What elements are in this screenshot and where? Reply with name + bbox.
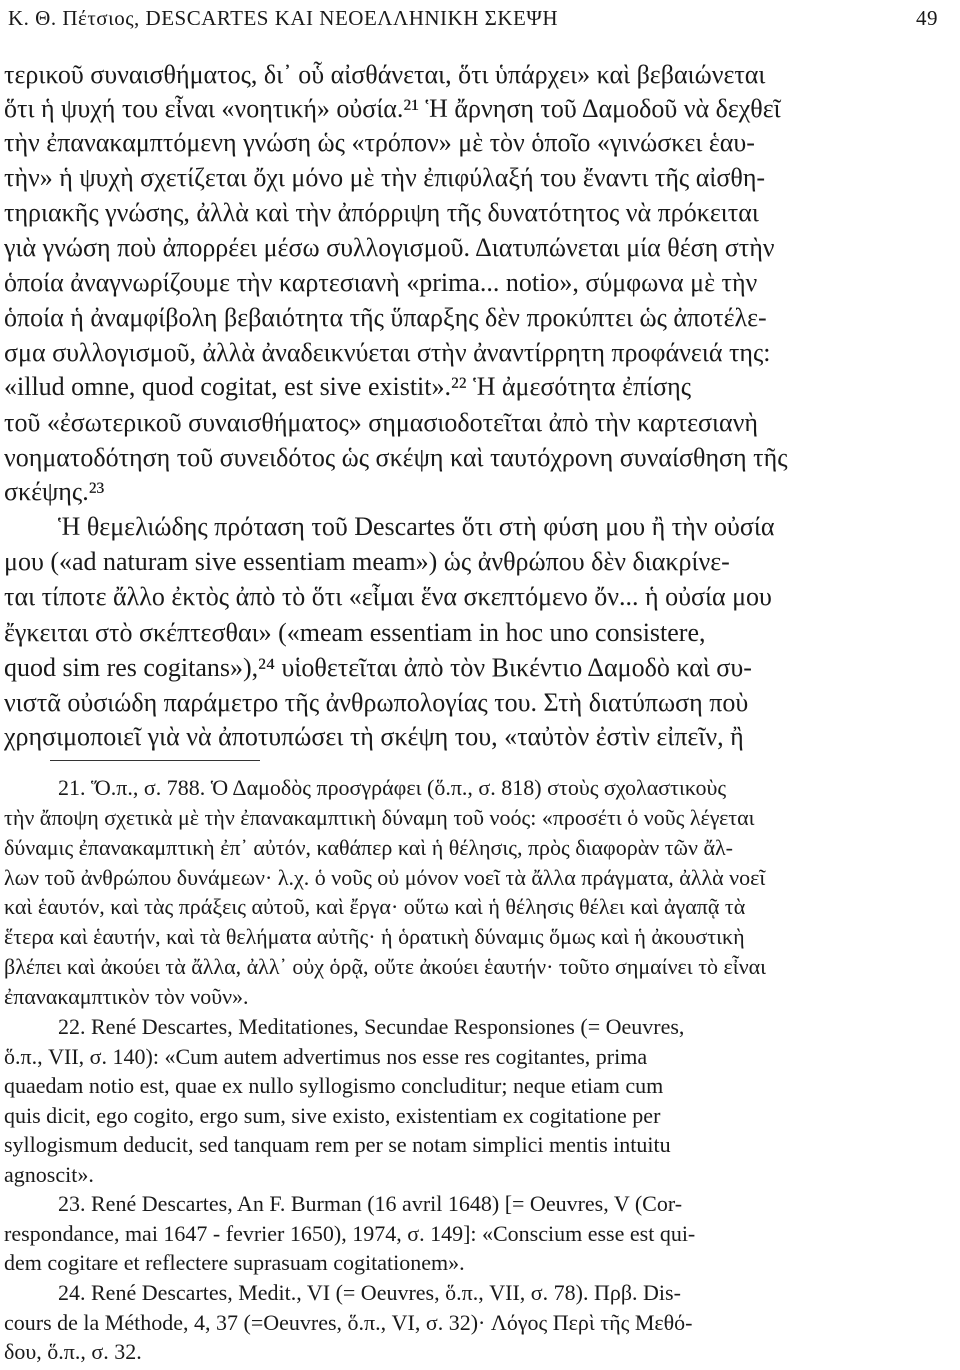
footnote-line: δύναμις ἐπανακαμπτικὴ ἐπ᾽ αὐτόν, καθάπερ καὶ ἡ θέλησις, πρὸς διαφορὰν τῶν ἄλ-: [4, 835, 733, 860]
body-line: σκέψης.²³: [4, 477, 105, 506]
body-line: νοηματοδότηση τοῦ συνειδότος ὡς σκέψη καὶ ταυτόχρονη συναίσθηση τῆς: [4, 443, 788, 472]
footnote-line: δου, ὅ.π., σ. 32.: [4, 1339, 142, 1364]
body-line: ὁποία ἡ ἀναμφίβολη βεβαιότητα τῆς ὕπαρξης δὲν προκύπτει ὡς ἀποτέλε-: [4, 303, 767, 332]
footnote-line: ἕτερα καὶ ἑαυτήν, καὶ τὰ θελήματα αὐτῆς· ἡ ὁρατικὴ δύναμις ὅμως καὶ ἡ ἀκουστικὴ: [4, 924, 745, 949]
body-line: τὴν» ἡ ψυχὴ σχετίζεται ὄχι μόνο μὲ τὴν ἐπιφύλαξή του ἔναντι τῆς αἰσθη-: [4, 163, 766, 192]
footnote-line: λων τοῦ ἀνθρώπου δυνάμεων· λ.χ. ὁ νοῦς οὐ μόνον νοεῖ τὰ ἄλλα πράγματα, ἀλλὰ νοεῖ: [4, 865, 766, 890]
footnote-line: 21. Ὅ.π., σ. 788. Ὁ Δαμοδὸς προσγράφει (ὅ.π., σ. 818) στοὺς σχολαστικοὺς: [58, 775, 727, 800]
footnote-line: dem cogitare et reflectere suprasuam cogitationem».: [4, 1250, 465, 1275]
footnote-line: quis dicit, ego cogito, ergo sum, sive existo, existentiam ex cogitatione per: [4, 1103, 661, 1128]
body-line: χρησιμοποιεῖ γιὰ νὰ ἀποτυπώσει τὴ σκέψη του, «ταὐτὸν ἐστὶν εἰπεῖν, ἢ: [4, 722, 744, 751]
footnote-line: 22. René Descartes, Meditationes, Secundae Responsiones (= Oeuvres,: [58, 1014, 685, 1039]
body-line: τερικοῦ συναισθήματος, δι᾽ οὗ αἰσθάνεται, ὅτι ὑπάρχει» καὶ βεβαιώνεται: [4, 60, 766, 89]
body-line: ἔγκειται στὸ σκέπτεσθαι» («meam essentiam in hoc uno consistere,: [4, 618, 706, 647]
page-number: 49: [916, 6, 938, 30]
body-line: σμα συλλογισμοῦ, ἀλλὰ ἀναδεικνύεται στὴν ἀναντίρρητη προφάνειά της:: [4, 338, 771, 367]
footnote-line: ἐπανακαμπτικὸν τὸν νοῦν».: [4, 984, 249, 1009]
footnote-line: 24. René Descartes, Medit., VI (= Oeuvres, ὅ.π., VII, σ. 78). Πρβ. Dis-: [58, 1280, 681, 1305]
footnote-line: respondance, mai 1647 - fevrier 1650), 1974, σ. 149]: «Conscium esse est qui-: [4, 1221, 696, 1246]
body-line: «illud omne, quod cogitat, est sive existit».²² Ἡ ἀμεσότητα ἐπίσης: [4, 372, 691, 401]
footnote-line: 23. René Descartes, An F. Burman (16 avril 1648) [= Oeuvres, V (Cor-: [58, 1191, 683, 1216]
body-line: quod sim res cogitans»),²⁴ υἱοθετεῖται ἀπὸ τὸν Βικέντιο Δαμοδὸ καὶ συ-: [4, 653, 752, 682]
body-line: τηριακῆς γνώσης, ἀλλὰ καὶ τὴν ἀπόρριψη τῆς δυνατότητος νὰ πρόκειται: [4, 198, 759, 227]
running-title: Κ. Θ. Πέτσιος, DESCARTES ΚΑΙ ΝΕΟΕΛΛΗΝΙΚΗ ΣΚΕΨΗ: [8, 6, 559, 30]
body-line: μου («ad naturam sive essentiam meam») ὡς ἀνθρώπου δὲν διακρίνε-: [4, 547, 730, 576]
body-line: ὅτι ἡ ψυχή του εἶναι «νοητική» οὐσία.²¹ Ἡ ἄρνηση τοῦ Δαμοδοῦ νὰ δεχθεῖ: [4, 94, 781, 123]
footnote-line: quaedam notio est, quae ex nullo syllogismo concluditur; neque etiam cum: [4, 1073, 664, 1098]
footnote-line: syllogismum deducit, sed tanquam rem per se notam simplici mentis intuitu: [4, 1132, 671, 1157]
body-line: τοῦ «ἐσωτερικοῦ συναισθήματος» σημασιοδοτεῖται ἀπὸ τὴν καρτεσιανὴ: [4, 408, 758, 437]
footnote-line: ὅ.π., VII, σ. 140): «Cum autem advertimus nos esse res cogitantes, prima: [4, 1044, 648, 1069]
body-line: νιστᾶ οὐσιώδη παράμετρο τῆς ἀνθρωπολογίας του. Στὴ διατύπωση ποὺ: [4, 688, 749, 717]
footnote-line: cours de la Méthode, 4, 37 (=Oeuvres, ὅ.π., VI, σ. 32)· Λόγος Περὶ τῆς Μεθό-: [4, 1310, 693, 1335]
footnote-line: agnoscit».: [4, 1162, 94, 1187]
body-line: γιὰ γνώση ποὺ ἀπορρέει μέσω συλλογισμοῦ. Διατυπώνεται μία θέση στὴν: [4, 233, 775, 262]
body-line: τὴν ἐπανακαμπτόμενη γνώση ὡς «τρόπον» μὲ τὸν ὁποῖο «γινώσκει ἑαυ-: [4, 128, 755, 157]
footnote-separator: [50, 760, 260, 761]
running-header: [8, 6, 938, 40]
footnote-line: τὴν ἄποψη σχετικὰ μὲ τὴν ἐπανακαμπτικὴ δύναμη τοῦ νοός: «προσέτι ὁ νοῦς λέγεται: [4, 805, 755, 830]
body-line: ται τίποτε ἄλλο ἐκτὸς ἀπὸ τὸ ὅτι «εἶμαι ἕνα σκεπτόμενο ὄν... ἡ οὐσία μου: [4, 582, 772, 611]
body-line: ὁποία ἀναγνωρίζουμε τὴν καρτεσιανὴ «prima... notio», σύμφωνα μὲ τὴν: [4, 268, 758, 297]
footnote-line: βλέπει καὶ ἀκούει τὰ ἄλλα, ἀλλ᾽ οὐχ ὁρᾷ, οὔτε ἀκούει ἑαυτήν· τοῦτο σημαίνει τὸ εἶναι: [4, 954, 767, 979]
body-line: Ἡ θεμελιώδης πρόταση τοῦ Descartes ὅτι στὴ φύση μου ἢ τὴν οὐσία: [58, 512, 775, 541]
footnote-line: καὶ ἑαυτόν, καὶ τὰς πράξεις αὐτοῦ, καὶ ἔργα· οὕτω καὶ ἡ θέλησις θέλει καὶ ἀγαπᾷ τὰ: [4, 894, 746, 919]
